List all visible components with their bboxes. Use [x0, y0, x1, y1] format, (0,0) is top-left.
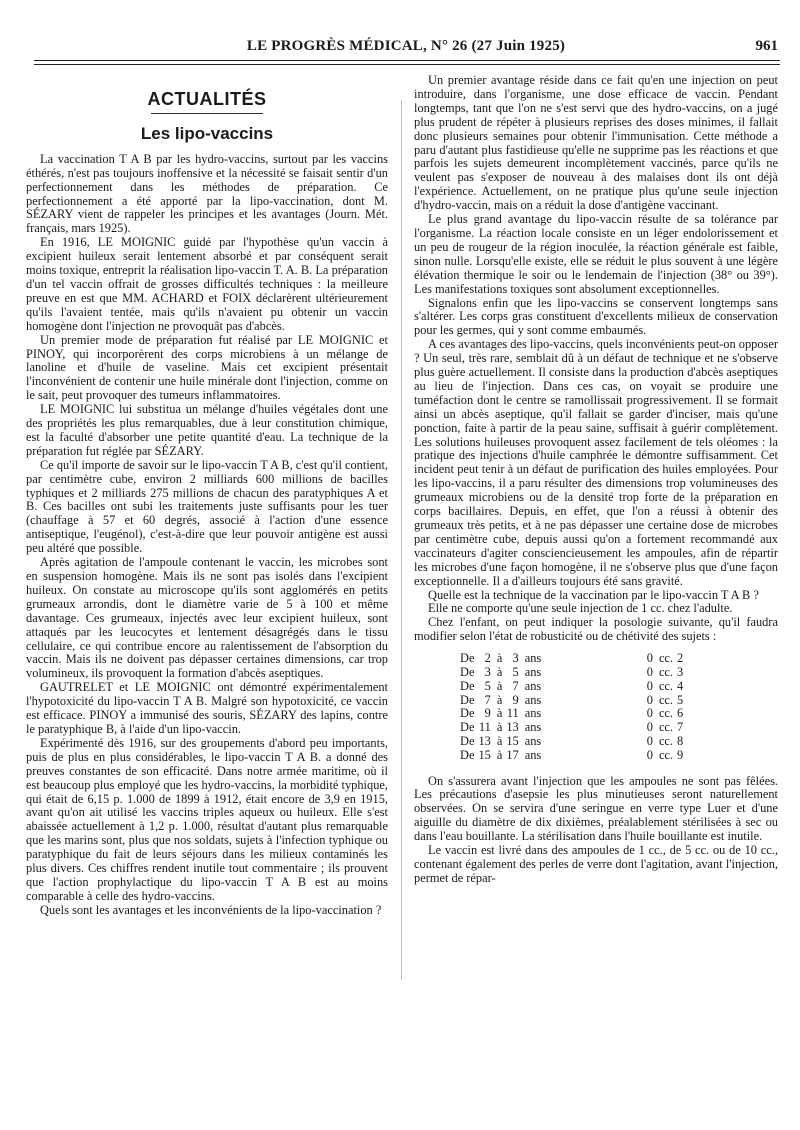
paragraph: LE MOIGNIC lui substitua un mélange d'huiles végétales dont une des propriétés les plus remarquables, due à leur constitution chimique, est la faculté d'absorber une petite quantité d'eau. La technique de la préparation fut réglée par SÉZARY. [26, 402, 388, 458]
dose-integer: 0 [646, 692, 653, 707]
age-from: 5 [484, 678, 491, 693]
paragraph: GAUTRELET et LE MOIGNIC ont démontré expérimentalement l'hypotoxicité du lipo-vaccin T A B. Malgré son hypotoxicité, ce vaccin est efficace. PINOY a immunisé des souris, SÉZARY des lapins, contre le paratyphique B, à l'aide d'un lipo-vaccin. [26, 680, 388, 736]
age-prefix: De [460, 706, 475, 721]
dose-unit: cc. [658, 733, 674, 748]
dose-decimal: 7 [677, 720, 684, 735]
age-prefix: De [460, 720, 475, 735]
age-to: 11 [506, 706, 519, 721]
right-column [414, 74, 778, 886]
paragraph: Le vaccin est livré dans des ampoules de 1 cc., de 5 cc. ou de 10 cc., contenant également des perles de verre dont l'agitation, avant l'injection, permet de répar- [414, 843, 778, 885]
dose-unit: cc. [658, 692, 674, 707]
age-to: 7 [512, 678, 519, 693]
dosage-row [460, 652, 687, 666]
dose-decimal: 2 [677, 651, 684, 666]
paragraph: Quels sont les avantages et les inconvénients de la lipo-vaccination ? [40, 902, 382, 917]
age-unit: ans [524, 651, 542, 666]
dose-unit: cc. [658, 651, 674, 666]
dosage-row [460, 680, 687, 694]
age-to: 15 [506, 733, 519, 748]
age-prefix: De [460, 692, 475, 707]
paragraph: Un premier avantage réside dans ce fait qu'en une injection on peut introduire, dans l'organisme, une dose efficace de vaccin. Pendant longtemps, tant que l'on ne s'est servi que des hydro-vaccins, on a jugé plus prudent de répéter à plusieurs reprises des doses minimes, il fallait donc plusieurs semaines pour obtenir l'immunisation. Cette méthode a paru d'autant plus fastidieuse qu'elle ne supprime pas les réactions et que parfois les sujets demeurent incomplètement vaccinés, parce qu'ils ne veulent pas s'exposer de nouveau à des malaises dont ils ont déjà l'expérience. Actuellement, on ne pratique plus qu'une seule injection d'hydro-vaccin, mais on a réduit la dose d'antigène vaccinant. [414, 73, 778, 213]
section-title: ACTUALITÉS [147, 89, 267, 109]
dosage-row [460, 666, 687, 680]
age-prefix: De [460, 651, 475, 666]
age-unit: ans [524, 664, 542, 679]
dose-unit: cc. [658, 664, 674, 679]
age-unit: ans [524, 720, 542, 735]
section-title-rule [151, 113, 263, 114]
dosage-table [460, 652, 687, 762]
left-column [26, 72, 388, 918]
paragraph: On s'assurera avant l'injection que les ampoules ne sont pas fêlées. Les précautions d'asepsie les plus minutieuses seront naturellement observées. On se servira d'une seringue en verre type Luer et d'une aiguille du diamètre de dix dixièmes, préalablement stérilisées à sec ou dans l'eau bouillante. La stérilisation dans l'huile bouillante est inutile. [414, 773, 778, 844]
running-header [34, 38, 778, 60]
age-prefix: De [460, 733, 475, 748]
dose-decimal: 4 [677, 678, 684, 693]
dose-decimal: 8 [677, 733, 684, 748]
age-to-word: à [496, 706, 503, 721]
age-to-word: à [496, 720, 503, 735]
age-to-word: à [496, 678, 503, 693]
paragraph: La vaccination T A B par les hydro-vaccins, surtout par les vaccins éthérés, n'est pas toujours inoffensive et la nécessité se faisait sentir d'un perfectionnement dans les méthodes de préparation. Ce perfectionnement a été apporté par la lipo-vaccination, dont M. SÉZARY vient de rappeler les principes et les avantages (Journ. Mét. français, mars 1925). [26, 151, 388, 236]
age-to-word: à [496, 692, 503, 707]
age-to-word: à [496, 747, 503, 762]
header-rule-bottom [34, 64, 780, 65]
paragraph: A ces avantages des lipo-vaccins, quels inconvénients peut-on opposer ? Un seul, très rare, semblait dû à un défaut de technique et ne s'observe plus guère actuellement. Il consiste dans la production d'abcès aseptiques au lieu de l'injection. Dans ces cas, on voyait se produire une tuméfaction dont le centre se ramollissait progressivement. Il se formait ainsi un abcès aseptique, qu'il fallait se garder d'inciser, mais qu'une ponction, faite à partir de la peau saine, suffisait à guérir complètement. Les solutions huileuses provoquent assez facilement de tels oléomes : la pratique des injections d'huile camphrée le démontre suffisamment. Cet incident peut tenir à un défaut de purification des huiles employées. Pour les lipo-vaccins, il a paru résulter des dimensions trop volumineuses des grumeaux microbiens ou de la densité trop forte de la préparation en corps bacillaires. Depuis, en effet, que l'on a réussi à obtenir des grumeaux très petits, et à ne pas dépasser une certaine dose de microbes par centimètre cube, depuis aussi qu'on a fortement recommandé aux vaccinateurs d'agiter consciencieusement les ampoules, afin de répartir les microbes d'une façon homogène, il ne s'observe plus que d'une façon exceptionnelle. Il a d'ailleurs toujours été sans gravité. [414, 337, 778, 588]
age-unit: ans [524, 733, 542, 748]
paragraph: Quelle est la technique de la vaccination par le lipo-vaccin T A B ? [428, 587, 759, 602]
dose-integer: 0 [646, 678, 653, 693]
age-unit: ans [524, 747, 542, 762]
right-body-text-top [414, 74, 778, 644]
dose-integer: 0 [646, 733, 653, 748]
journal-title: LE PROGRÈS MÉDICAL, N° 26 (27 Juin 1925) [246, 38, 566, 54]
dosage-row [460, 694, 687, 708]
age-to-word: à [496, 664, 503, 679]
dose-integer: 0 [646, 664, 653, 679]
dose-decimal: 9 [677, 747, 684, 762]
dose-integer: 0 [646, 706, 653, 721]
age-unit: ans [524, 706, 542, 721]
age-to: 5 [512, 664, 519, 679]
age-from: 13 [478, 733, 491, 748]
dose-decimal: 3 [677, 664, 684, 679]
age-unit: ans [524, 692, 542, 707]
dosage-row [460, 749, 687, 763]
left-body-text [26, 153, 388, 918]
age-prefix: De [460, 678, 475, 693]
paragraph: Chez l'enfant, on peut indiquer la posologie suivante, qu'il faudra modifier selon l'état de robusticité ou de chétivité des sujets : [414, 615, 778, 644]
column-divider [401, 100, 402, 980]
dose-unit: cc. [658, 747, 674, 762]
dosage-row [460, 735, 687, 749]
dose-integer: 0 [646, 747, 653, 762]
dose-unit: cc. [658, 678, 674, 693]
age-from: 11 [478, 720, 491, 735]
age-prefix: De [460, 664, 475, 679]
paragraph: Signalons enfin que les lipo-vaccins se conservent longtemps sans s'altérer. Les corps gras constituent d'excellents milieux de conservation pour les germes, qui y sont comme embaumés. [414, 295, 778, 338]
age-from: 3 [484, 664, 491, 679]
dose-integer: 0 [646, 720, 653, 735]
age-from: 7 [484, 692, 491, 707]
age-prefix: De [460, 747, 475, 762]
paragraph: Elle ne comporte qu'une seule injection de 1 cc. chez l'adulte. [428, 601, 733, 616]
age-from: 2 [484, 651, 491, 666]
page-number: 961 [755, 38, 778, 54]
article-title: Les lipo-vaccins [140, 123, 274, 143]
paragraph: En 1916, LE MOIGNIC guidé par l'hypothèse qu'un vaccin à excipient huileux serait lentement absorbé et par conséquent serait moins toxique, entreprit la réalisation lipo-vaccin T. A. B. La préparation d'un tel vaccin offrait de grosses difficultés techniques : la meilleure preuve en est que MM. ACHARD et FOIX déclarèrent ultérieurement qu'ils l'avaient tentée, mais qu'ils n'avaient pu obtenir un vaccin homogène dont l'injection ne provoquât pas d'abcès. [26, 235, 388, 333]
right-body-text-bottom [414, 775, 778, 886]
dose-unit: cc. [658, 720, 674, 735]
age-to: 3 [512, 651, 519, 666]
age-to: 9 [512, 692, 519, 707]
dose-integer: 0 [646, 651, 653, 666]
age-to: 17 [506, 747, 519, 762]
paragraph: Expérimenté dès 1916, sur des groupements d'abord peu importants, puis de plus en plus considérables, le lipo-vaccin T A B. a donné des preuves constantes de son efficacité. Dans notre armée maritime, où il est beaucoup plus employé que les hydro-vaccins, la morbidité typhique, qui était de 6,15 p. 1.000 de 1899 à 1912, était encore de 3,9 en 1915, avant qu'on ait utilisé les vaccins triples aqueux ou huileux. Elle s'est abaissée actuellement à 1,2 p. 1.000, résultat d'autant plus remarquable que les marins sont, plus que nos soldats, sujets à l'infection typhique ou paratyphique du fait de leurs séjours dans les milieux contaminés les plus divers. Ces chiffres rendent inutile tout commentaire ; ils prouvent que l'action prophylactique du lipo-vaccin T A B est au moins comparable à celle des hydro-vaccins. [26, 735, 388, 903]
dose-unit: cc. [658, 706, 674, 721]
paragraph: Un premier mode de préparation fut réalisé par LE MOIGNIC et PINOY, qui incorporèrent des corps microbiens à un mélange de lanoline et d'huile de vaseline. Mais cet excipient présentait l'inconvénient de contenir une huile minérale dont l'injection, comme on le sait, peut provoquer des tumeurs inflammatoires. [26, 332, 388, 403]
age-from: 9 [484, 706, 491, 721]
age-to-word: à [496, 651, 503, 666]
age-to: 13 [506, 720, 519, 735]
dose-decimal: 5 [677, 692, 684, 707]
dosage-row [460, 707, 687, 721]
paragraph: Après agitation de l'ampoule contenant le vaccin, les microbes sont en suspension homogène. Mais ils ne sont pas isolés dans l'excipient huileux. On constate au microscope qu'ils sont agglomérés en petits grumeaux arrondis, dont le diamètre varie de 5 à 100 et même davantage. Ces grumeaux, injectés avec leur excipient huileux, sont attaqués par les leucocytes et lentement désagrégés dans le tissu cellulaire, ce qui contribue encore au ralentissement de l'absorption du vaccin. Mais ils ne doivent pas dépasser certaines dimensions, car trop volumineux, ils provoquent la formation d'abcès aseptiques. [26, 555, 388, 681]
header-rule-top [34, 60, 780, 61]
age-to-word: à [496, 733, 503, 748]
age-unit: ans [524, 678, 542, 693]
age-from: 15 [478, 747, 491, 762]
paragraph: Ce qu'il importe de savoir sur le lipo-vaccin T A B, c'est qu'il contient, par centimètre cube, environ 2 milliards 600 millions de bacilles typhiques et 2 milliards 275 millions de chacun des paratyphiques A et B. Ces bacilles ont subi les traitements juste suffisants pour les tuer (chauffage à 57 et 60 degrés, associé à l'action d'une essence antiseptique, l'eugénol), c'est-à-dire que leur pouvoir antigène est aussi peu altéré que possible. [26, 457, 388, 556]
paragraph: Le plus grand avantage du lipo-vaccin résulte de sa tolérance par l'organisme. La réaction locale consiste en un léger endolorissement et un peu de rougeur de la région inoculée, la réaction générale est faible, sinon nulle. Lorsqu'elle existe, elle se réduit le plus souvent à une légère élévation thermique le soir ou le lendemain de l'injection (38° ou 39°). Les manifestations toxiques sont absolument exceptionnelles. [414, 212, 778, 296]
dosage-row [460, 721, 687, 735]
dose-decimal: 6 [677, 706, 684, 721]
